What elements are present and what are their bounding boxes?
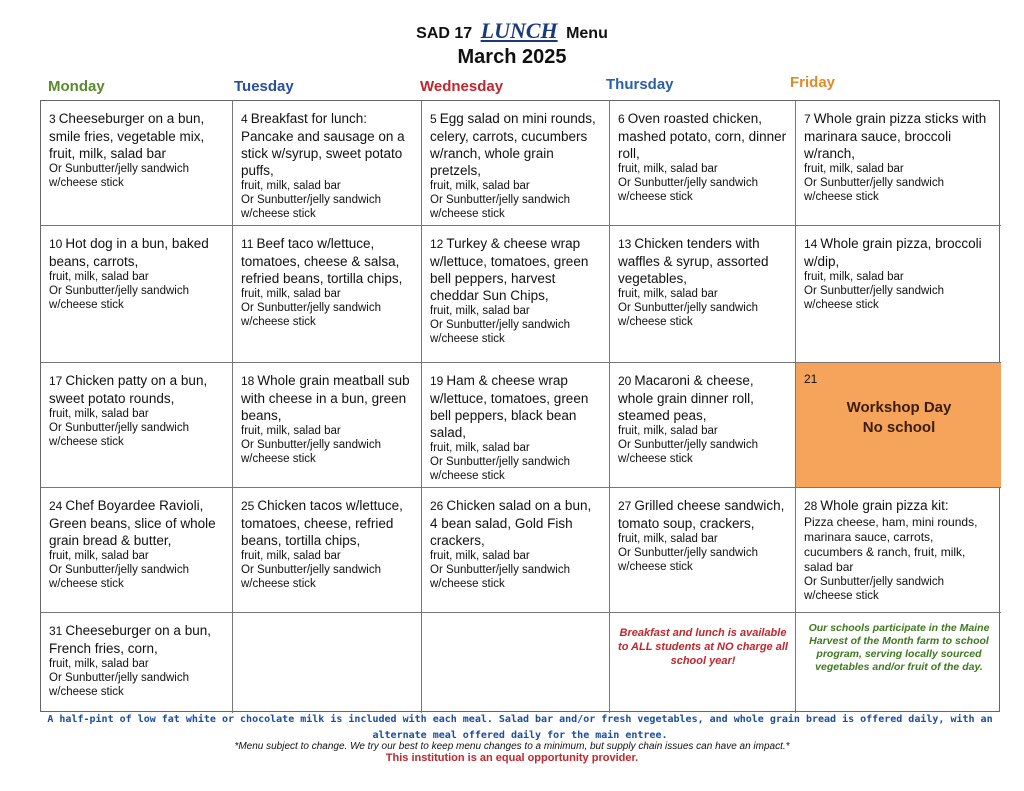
meal-alternate: Or Sunbutter/jelly sandwich w/cheese stick bbox=[618, 177, 758, 203]
meal-sides: fruit, milk, salad bar bbox=[804, 271, 904, 283]
meal-alternate: Or Sunbutter/jelly sandwich w/cheese stick bbox=[430, 194, 570, 220]
menu-word: Menu bbox=[566, 25, 608, 42]
harvest-note-cell bbox=[796, 613, 1001, 713]
day-cell-12 bbox=[422, 226, 610, 363]
day-tuesday: Tuesday bbox=[234, 78, 294, 95]
meal-main: 4 Breakfast for lunch: Pancake and sausage on a stick w/syrup, sweet potato puffs, bbox=[241, 111, 405, 178]
meal-alternate: Or Sunbutter/jelly sandwich w/cheese stick bbox=[804, 177, 944, 203]
day-cell-26 bbox=[422, 488, 610, 613]
date-number: 6 bbox=[618, 112, 625, 126]
day-cell-18 bbox=[233, 363, 422, 488]
meal-main: 31 Cheeseburger on a bun, French fries, corn, bbox=[49, 623, 211, 656]
meal-sides: fruit, milk, salad bar bbox=[618, 425, 718, 437]
meal-sides: fruit, milk, salad bar bbox=[618, 288, 718, 300]
day-cell-6 bbox=[610, 101, 796, 226]
milk-policy-note: A half-pint of low fat white or chocolate milk is included with each meal. Salad bar and/or fresh vegetables, and whole grain bread is offered daily, with an alternate meal offered daily for the main entree. bbox=[47, 714, 993, 741]
date-number: 18 bbox=[241, 374, 255, 388]
meal-main: 26 Chicken salad on a bun, 4 bean salad, Gold Fish crackers, bbox=[430, 498, 592, 548]
day-wednesday: Wednesday bbox=[420, 78, 504, 95]
meal-main: 6 Oven roasted chicken, mashed potato, corn, dinner roll, bbox=[618, 111, 787, 161]
meal-alternate: Or Sunbutter/jelly sandwich w/cheese stick bbox=[618, 439, 758, 465]
day-cell-27 bbox=[610, 488, 796, 613]
date-number: 28 bbox=[804, 499, 818, 513]
date-number: 3 bbox=[49, 112, 56, 126]
meal-main: 11 Beef taco w/lettuce, tomatoes, cheese & salsa, refried beans, tortilla chips, bbox=[241, 236, 403, 286]
date-number: 5 bbox=[430, 112, 437, 126]
date-number: 31 bbox=[49, 624, 63, 638]
day-cell-20 bbox=[610, 363, 796, 488]
meal-main: 25 Chicken tacos w/lettuce, tomatoes, cheese, refried beans, tortilla chips, bbox=[241, 498, 403, 548]
equal-opportunity-statement: This institution is an equal opportunity provider. bbox=[385, 752, 639, 764]
day-friday: Friday bbox=[790, 74, 836, 91]
menu-change-disclaimer: *Menu subject to change. We try our best to keep menu changes to a minimum, but supply chain issues can have an impact.* bbox=[234, 741, 790, 752]
day-monday: Monday bbox=[48, 78, 105, 95]
day-cell-11 bbox=[233, 226, 422, 363]
meal-main: 13 Chicken tenders with waffles & syrup, assorted vegetables, bbox=[618, 236, 769, 286]
date-number: 19 bbox=[430, 374, 444, 388]
day-cell-13 bbox=[610, 226, 796, 363]
day-cell-7 bbox=[796, 101, 1001, 226]
day-cell-4 bbox=[233, 101, 422, 226]
meal-main: 27 Grilled cheese sandwich, tomato soup, crackers, bbox=[618, 498, 785, 531]
meal-alternate: Or Sunbutter/jelly sandwich w/cheese stick bbox=[49, 564, 189, 590]
meal-main: 24 Chef Boyardee Ravioli, Green beans, slice of whole grain bread & butter, bbox=[49, 498, 216, 548]
date-number: 25 bbox=[241, 499, 255, 513]
day-cell-25 bbox=[233, 488, 422, 613]
meal-alternate: Or Sunbutter/jelly sandwich w/cheese stick bbox=[430, 564, 570, 590]
date-number: 26 bbox=[430, 499, 444, 513]
menu-calendar-grid bbox=[40, 100, 1000, 712]
meal-sides: fruit, milk, salad bar bbox=[430, 550, 530, 562]
meal-main: 17 Chicken patty on a bun, sweet potato rounds, bbox=[49, 373, 208, 406]
meal-sides: fruit, milk, salad bar bbox=[430, 180, 530, 192]
date-number: 11 bbox=[241, 237, 254, 251]
meal-alternate: Or Sunbutter/jelly sandwich w/cheese stick bbox=[49, 672, 189, 698]
date-number: 20 bbox=[618, 374, 632, 388]
workshop-notice: Workshop Day No school bbox=[846, 399, 952, 436]
meal-alternate: Or Sunbutter/jelly sandwich w/cheese stick bbox=[49, 163, 189, 189]
day-cell-5 bbox=[422, 101, 610, 226]
date-number: 7 bbox=[804, 112, 811, 126]
meal-sides: fruit, milk, salad bar bbox=[49, 550, 149, 562]
date-number: 4 bbox=[241, 112, 248, 126]
empty-cell bbox=[233, 613, 422, 713]
date-number: 13 bbox=[618, 237, 632, 251]
meal-sides: fruit, milk, salad bar bbox=[618, 163, 718, 175]
meal-sides: fruit, milk, salad bar bbox=[241, 180, 341, 192]
empty-cell bbox=[422, 613, 610, 713]
meal-sides: fruit, milk, salad bar bbox=[618, 533, 718, 545]
meal-sides: fruit, milk, salad bar bbox=[430, 305, 530, 317]
date-number: 21 bbox=[804, 372, 818, 386]
breakfast-note-cell bbox=[610, 613, 796, 713]
meal-main: 10 Hot dog in a bun, baked beans, carrots, bbox=[49, 236, 209, 269]
meal-main: 3 Cheeseburger on a bun, smile fries, vegetable mix, fruit, milk, salad bar bbox=[49, 111, 205, 161]
meal-alternate: Or Sunbutter/jelly sandwich w/cheese stick bbox=[804, 285, 944, 311]
date-number: 27 bbox=[618, 499, 632, 513]
date-number: 10 bbox=[49, 237, 63, 251]
meal-sides: fruit, milk, salad bar bbox=[241, 550, 341, 562]
meal-alternate: Or Sunbutter/jelly sandwich w/cheese stick bbox=[241, 302, 381, 328]
free-meals-note: Breakfast and lunch is available to ALL students at NO charge all school year! bbox=[618, 627, 788, 667]
meal-sides: fruit, milk, salad bar bbox=[241, 288, 341, 300]
day-cell-10 bbox=[41, 226, 233, 363]
meal-sides: fruit, milk, salad bar bbox=[804, 163, 904, 175]
meal-main: 5 Egg salad on mini rounds, celery, carrots, cucumbers w/ranch, whole grain pretzels, bbox=[430, 111, 596, 178]
meal-main: 12 Turkey & cheese wrap w/lettuce, tomatoes, green bell peppers, harvest cheddar Sun Chips, bbox=[430, 236, 589, 303]
meal-main: 14 Whole grain pizza, broccoli w/dip, bbox=[804, 236, 982, 269]
meal-main: 28 Whole grain pizza kit: bbox=[804, 498, 949, 513]
meal-alternate: Or Sunbutter/jelly sandwich w/cheese stick bbox=[804, 576, 944, 602]
day-cell-19 bbox=[422, 363, 610, 488]
meal-alternate: Or Sunbutter/jelly sandwich w/cheese stick bbox=[241, 439, 381, 465]
meal-main: 7 Whole grain pizza sticks with marinara sauce, broccoli w/ranch, bbox=[804, 111, 987, 161]
meal-alternate: Or Sunbutter/jelly sandwich w/cheese stick bbox=[49, 422, 189, 448]
day-cell-17 bbox=[41, 363, 233, 488]
month-title: March 2025 bbox=[457, 46, 567, 68]
meal-alternate: Or Sunbutter/jelly sandwich w/cheese stick bbox=[618, 302, 758, 328]
day-cell-14 bbox=[796, 226, 1001, 363]
meal-alternate: Or Sunbutter/jelly sandwich w/cheese stick bbox=[49, 285, 189, 311]
meal-sides: fruit, milk, salad bar bbox=[49, 658, 149, 670]
date-number: 24 bbox=[49, 499, 63, 513]
meal-sides: fruit, milk, salad bar bbox=[49, 271, 149, 283]
meal-alternate: Or Sunbutter/jelly sandwich w/cheese stick bbox=[618, 547, 758, 573]
meal-alternate: Or Sunbutter/jelly sandwich w/cheese stick bbox=[430, 319, 570, 345]
meal-sides: fruit, milk, salad bar bbox=[241, 425, 341, 437]
meal-alternate: Or Sunbutter/jelly sandwich w/cheese stick bbox=[241, 194, 381, 220]
meal-sides: fruit, milk, salad bar bbox=[49, 408, 149, 420]
district-name: SAD 17 bbox=[416, 25, 473, 42]
meal-alternate: Or Sunbutter/jelly sandwich w/cheese stick bbox=[430, 456, 570, 482]
meal-main: 20 Macaroni & cheese, whole grain dinner roll, steamed peas, bbox=[618, 373, 754, 423]
meal-sides: fruit, milk, salad bar bbox=[430, 442, 530, 454]
day-cell-3 bbox=[41, 101, 233, 226]
date-number: 17 bbox=[49, 374, 63, 388]
harvest-of-month-note: Our schools participate in the Maine Harvest of the Month farm to school program, serving locally sourced vegetables and/or fruit of the day. bbox=[808, 622, 990, 673]
day-thursday: Thursday bbox=[606, 76, 674, 93]
day-cell-21-workshop bbox=[796, 363, 1001, 488]
day-cell-31 bbox=[41, 613, 233, 713]
day-cell-28 bbox=[796, 488, 1001, 613]
lunch-title: LUNCH bbox=[480, 18, 558, 43]
meal-main: 19 Ham & cheese wrap w/lettuce, tomatoes, green bell peppers, black bean salad, bbox=[430, 373, 589, 440]
menu-heading bbox=[0, 18, 1024, 44]
meal-alternate: Or Sunbutter/jelly sandwich w/cheese stick bbox=[241, 564, 381, 590]
date-number: 12 bbox=[430, 237, 444, 251]
date-number: 14 bbox=[804, 237, 818, 251]
meal-sides: Pizza cheese, ham, mini rounds, marinara sauce, carrots, cucumbers & ranch, fruit, milk, salad bar bbox=[804, 515, 978, 574]
meal-main: 18 Whole grain meatball sub with cheese in a bun, green beans, bbox=[241, 373, 410, 423]
day-cell-24 bbox=[41, 488, 233, 613]
